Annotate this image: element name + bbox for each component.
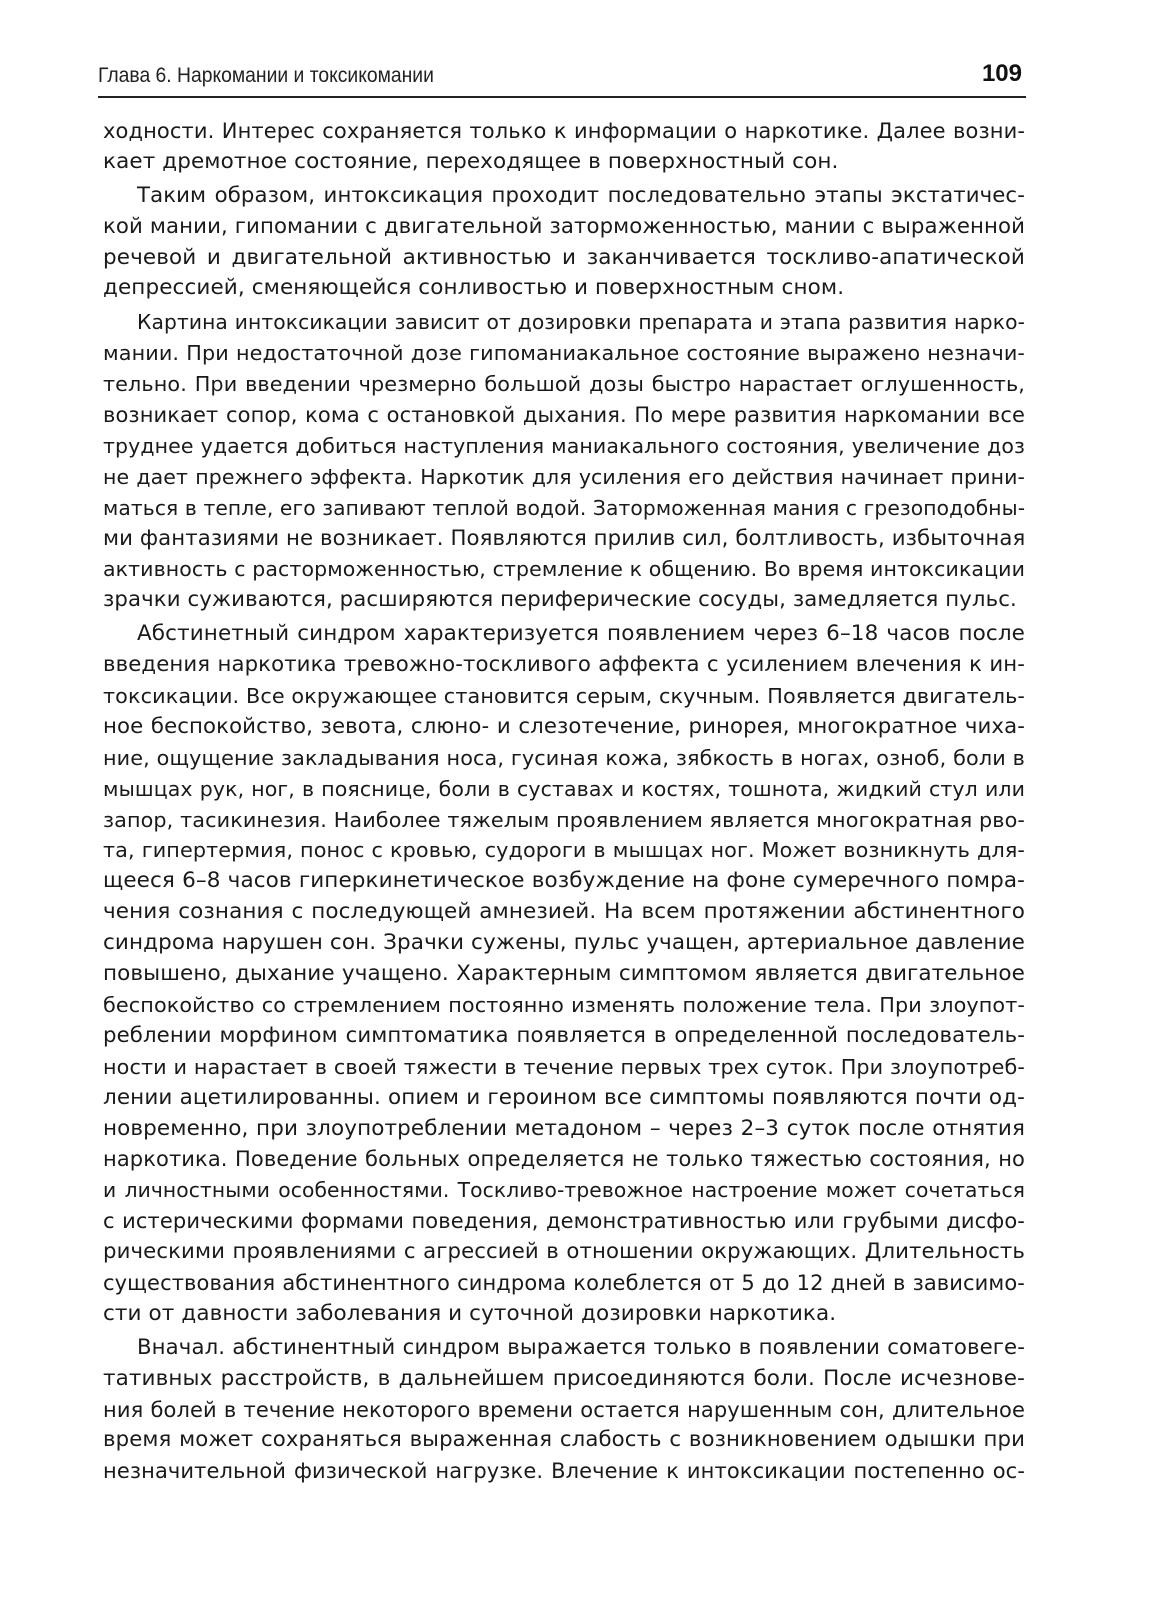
text-line: токсикации. Все окружающее становится серым, скучным. Появляется двигатель- — [103, 684, 1025, 709]
text-line: новременно, при злоупотреблении метадоном – через 2–3 суток после отнятия — [103, 1115, 1025, 1141]
paragraph — [103, 181, 1025, 305]
text-line: лении ацетилированны. опием и героином все симптомы появляются почти од- — [103, 1084, 1025, 1110]
chapter-title: Глава 6. Наркомании и токсикомании — [98, 64, 434, 87]
text-line: кает дремотное состояние, переходящее в поверхностный сон. — [103, 148, 839, 174]
paragraph — [103, 1333, 1025, 1487]
text-line: мышцах рук, ног, в пояснице, боли в суставах и костях, тошнота, жидкий стул или — [103, 776, 1025, 801]
body-text — [103, 116, 1025, 1487]
text-line: наркотика. Поведение больных определяется не только тяжестью состояния, но — [103, 1147, 1025, 1172]
page-number: 109 — [981, 60, 1022, 87]
text-line: ми фантазиями не возникает. Появляются прилив сил, болтливость, избыточная — [103, 525, 1025, 551]
text-line: тельно. При введении чрезмерно большой дозы быстро нарастает оглушенность, — [103, 372, 1025, 397]
text-line: возникает сопор, кома с остановкой дыхания. По мере развития наркомании все — [103, 403, 1025, 428]
text-line: зрачки суживаются, расширяются периферические сосуды, замедляется пульс. — [103, 587, 1017, 613]
running-header — [98, 58, 1026, 98]
text-line: синдрома нарушен сон. Зрачки сужены, пульс учащен, артериальное давление — [103, 930, 1025, 956]
text-line: Вначал. абстинентный синдром выражается только в появлении соматовеге- — [137, 1334, 1025, 1360]
text-line: Картина интоксикации зависит от дозировки препарата и этапа развития нарко- — [137, 310, 1025, 335]
text-line: время может сохраняться выраженная слабость с возникновением одышки при — [103, 1427, 1025, 1453]
text-line: повышено, дыхание учащено. Характерным симптомом является двигательное — [103, 961, 1025, 987]
text-line: щееся 6–8 часов гиперкинетическое возбуждение на фоне сумеречного помра- — [103, 868, 1025, 894]
text-line: запор, тасикинезия. Наиболее тяжелым проявлением является многократная рво- — [103, 807, 1025, 832]
text-line: Таким образом, интоксикация проходит последовательно этапы экстатичес- — [137, 182, 1025, 208]
text-line: активность с расторможенностью, стремление к общению. Во время интоксикации — [103, 557, 1025, 582]
text-line: и личностными особенностями. Тоскливо-тревожное настроение может сочетаться — [103, 1178, 1025, 1203]
text-line: тативных расстройств, в дальнейшем присоединяются боли. После исчезнове- — [103, 1365, 1025, 1391]
text-line: ния болей в течение некоторого времени остается нарушенным сон, длительное — [103, 1397, 1025, 1422]
text-line: речевой и двигательной активностью и заканчивается тоскливо-апатической — [103, 244, 1025, 270]
text-line: депрессией, сменяющейся сонливостью и поверхностным сном. — [103, 275, 845, 301]
text-line: кой мании, гипомании с двигательной заторможенностью, мании с выраженной — [103, 213, 1025, 239]
text-line: реблении морфином симптоматика появляется в определенной последователь- — [103, 1022, 1025, 1048]
text-line: сти от давности заболевания и суточной дозировки наркотика. — [103, 1300, 837, 1326]
text-line: с истерическими формами поведения, демонстративностью или грубыми дисфо- — [103, 1209, 1025, 1234]
text-line: незначительной физической нагрузке. Влечение к интоксикации постепенно ос- — [103, 1459, 1025, 1484]
text-line: мании. При недостаточной дозе гипоманиакальное состояние выражено незначи- — [103, 341, 1025, 366]
text-line: Абстинетный синдром характеризуется появлением через 6–18 часов после — [137, 621, 1025, 647]
text-line: ное беспокойство, зевота, слюно- и слезотечение, ринорея, многократное чиха- — [103, 713, 1025, 739]
text-line: рическими проявлениями с агрессией в отношении окружающих. Длительность — [103, 1239, 1025, 1265]
paragraph — [103, 619, 1025, 1329]
text-line: та, гипертермия, понос с кровью, судороги в мышцах ног. Может возникнуть для- — [103, 838, 1025, 863]
paragraph — [103, 116, 1025, 178]
text-line: ходности. Интерес сохраняется только к информации о наркотике. Далее возни- — [103, 119, 1025, 143]
text-line: ности и нарастает в своей тяжести в течение первых трех суток. При злоупотреб- — [103, 1054, 1025, 1079]
text-line: ние, ощущение закладывания носа, гусиная кожа, зябкость в ногах, озноб, боли в — [103, 745, 1025, 770]
text-line: маться в тепле, его запивают теплой водой. Заторможенная мания с грезоподобны- — [103, 495, 1025, 520]
text-line: беспокойство со стремлением постоянно изменять положение тела. При злоупот- — [103, 992, 1025, 1017]
text-line: введения наркотика тревожно-тоскливого аффекта с усилением влечения к ин- — [103, 652, 1025, 678]
text-line: существования абстинентного синдрома колеблется от 5 до 12 дней в зависимо- — [103, 1270, 1025, 1295]
text-line: не дает прежнего эффекта. Наркотик для усиления его действия начинает прини- — [103, 464, 1025, 489]
paragraph — [103, 307, 1025, 616]
text-line: чения сознания с последующей амнезией. На всем протяжении абстинентного — [103, 899, 1025, 925]
text-line: труднее удается добиться наступления маниакального состояния, увеличение доз — [103, 433, 1025, 458]
